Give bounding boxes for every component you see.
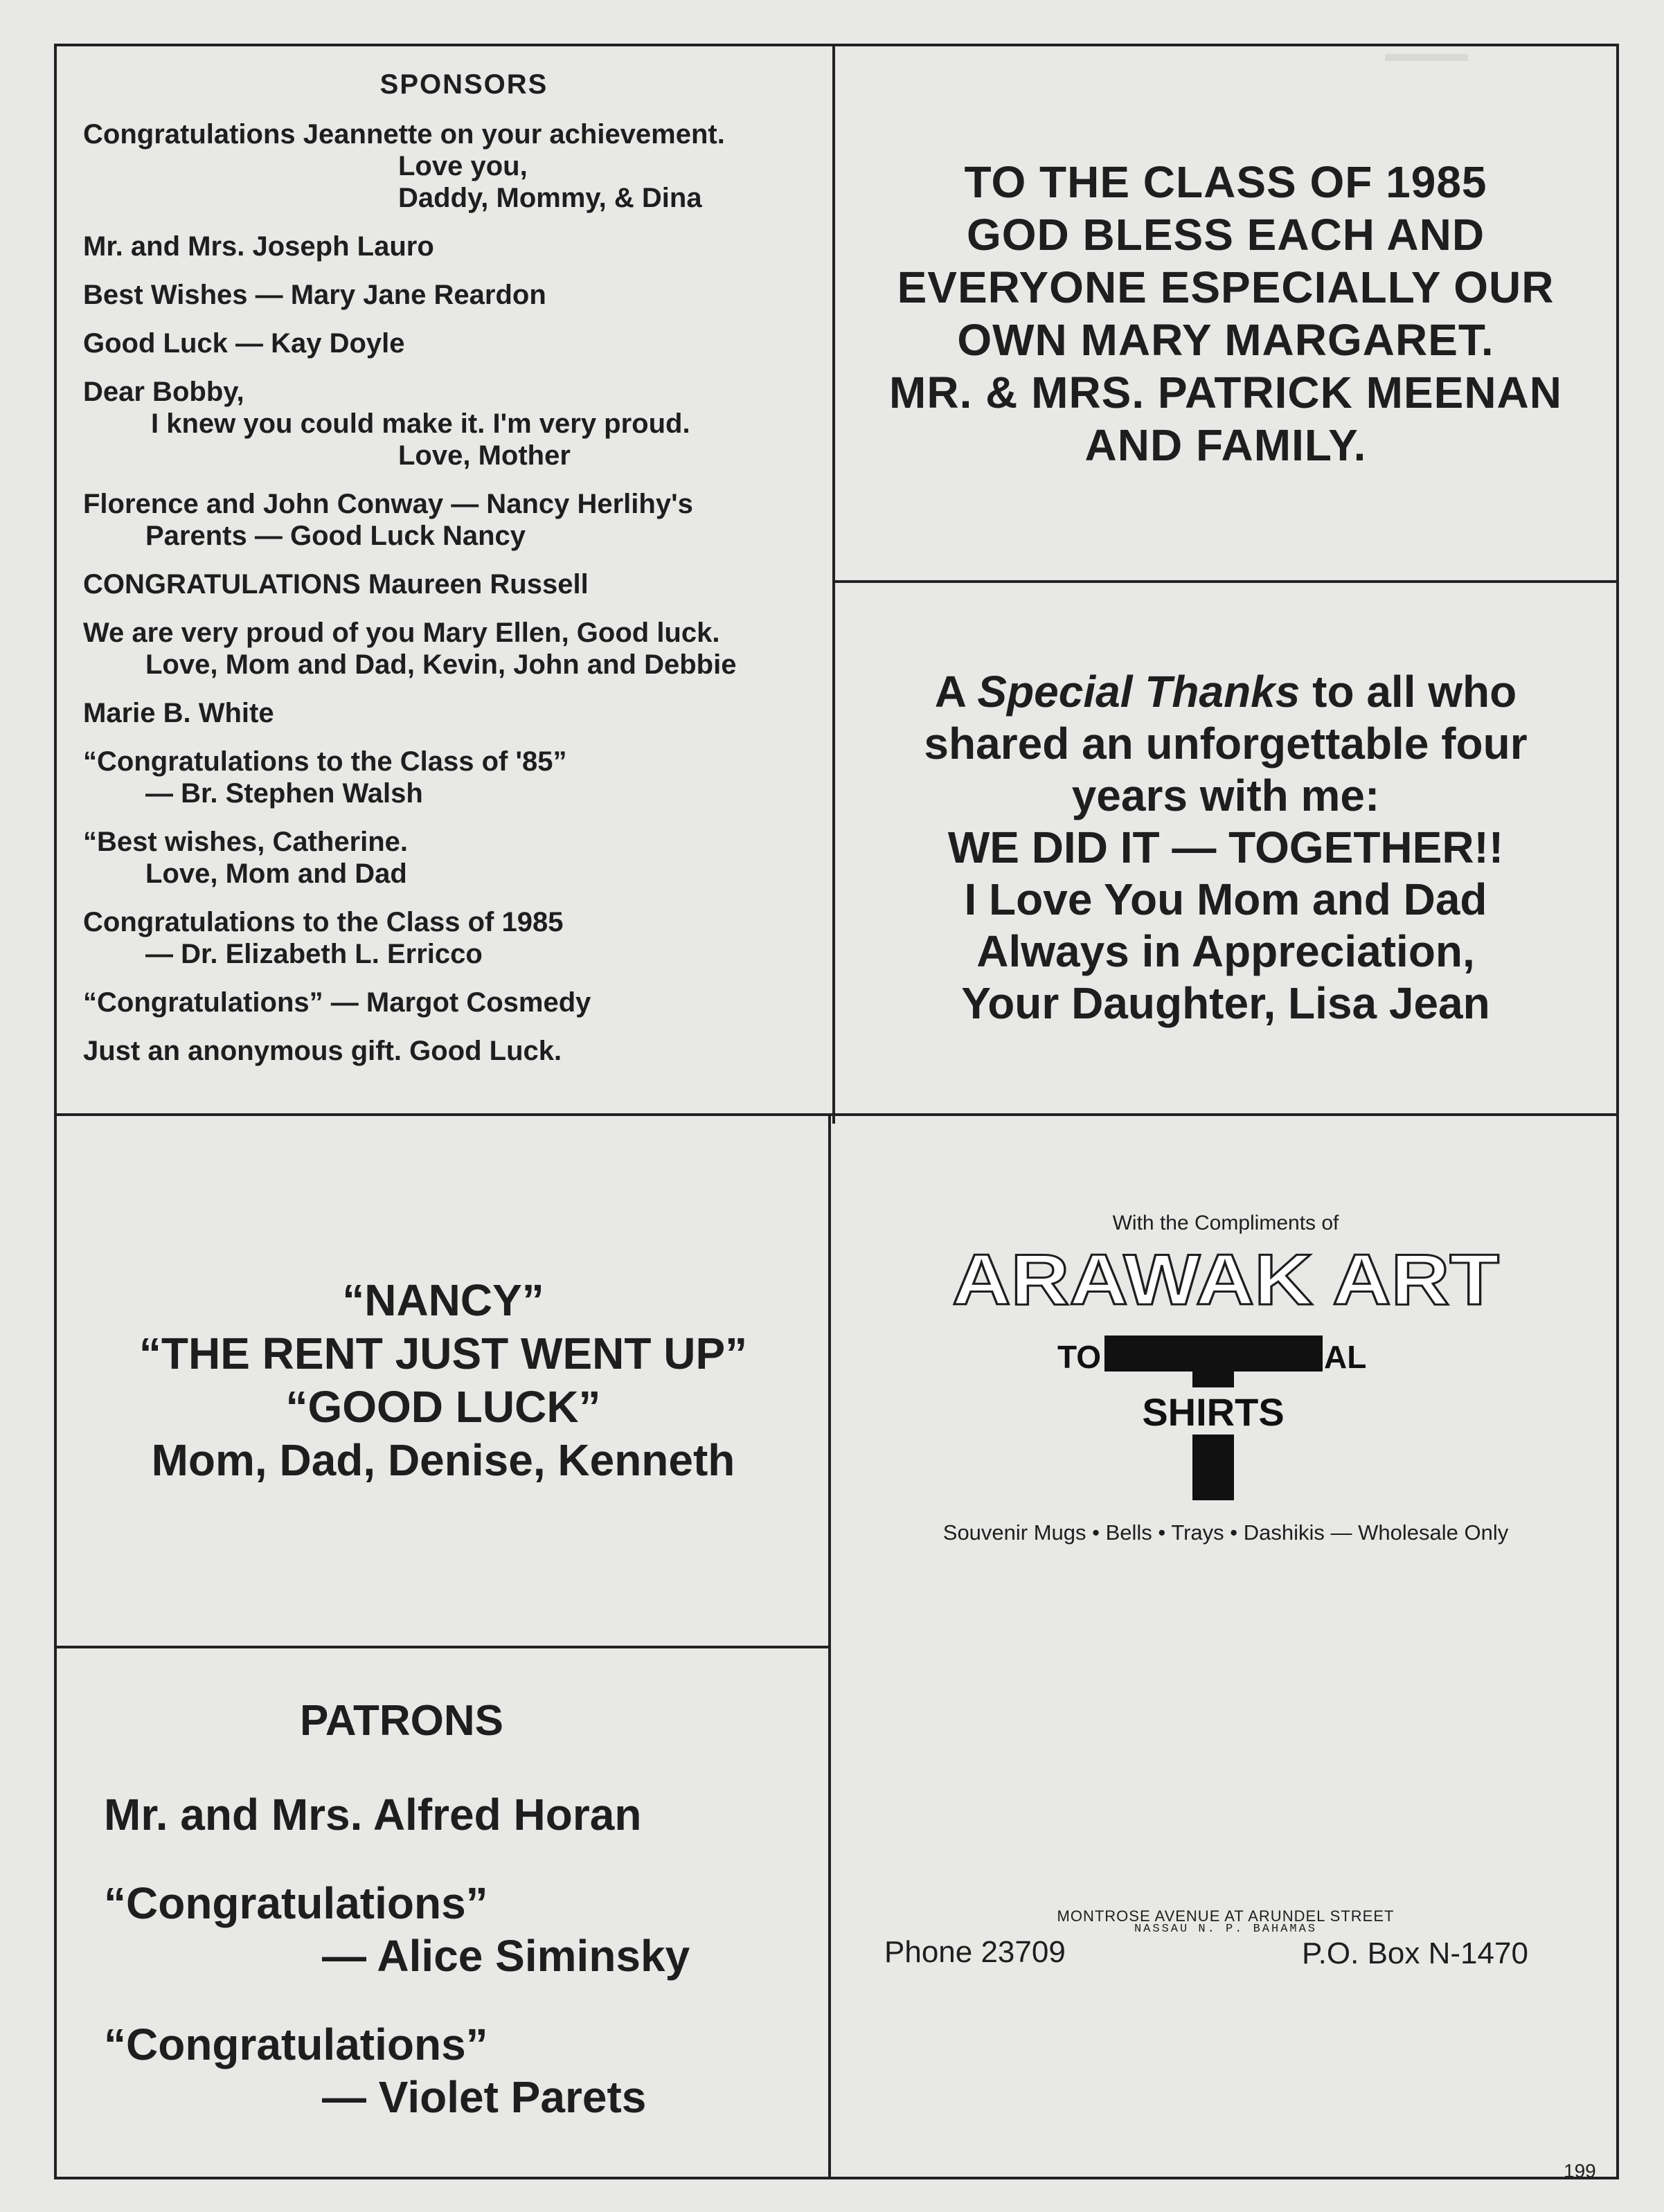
sponsor-line: “Best wishes, Catherine. [83,827,409,857]
sponsor-entry [83,376,817,471]
meenan-message [845,156,1607,471]
sponsor-entry: Best Wishes — Mary Jane Reardon [83,280,546,310]
patron-entry: “Congratulations” [104,1878,488,1928]
meenan-line: AND FAMILY. [1084,420,1367,470]
sponsor-entry: “Congratulations” — Margot Cosmedy [83,987,591,1018]
to-text: TO [1057,1339,1101,1375]
sponsor-entry [83,118,817,214]
sponsor-line: Congratulations Jeannette on your achievement. [83,119,725,150]
sponsor-line: Daddy, Mommy, & Dina [398,183,702,213]
lisa-text: A [934,667,978,717]
meenan-line: GOD BLESS EACH AND [966,210,1485,260]
shirts-text: SHIRTS [1142,1390,1285,1434]
compliments-text: With the Compliments of [1112,1212,1339,1234]
lisa-line: WE DID IT — TOGETHER!! [947,822,1504,872]
sponsor-entry [83,906,817,970]
sponsor-entry: Marie B. White [83,698,274,728]
arawak-art-ad [841,1212,1610,1545]
lisa-text: to all who [1300,667,1517,717]
sponsor-line: I knew you could make it. I'm very proud. [151,408,690,439]
nancy-line: “THE RENT JUST WENT UP” [138,1329,748,1378]
divider-meenan-lisa [832,580,1619,583]
divider-row-2 [54,1113,1619,1116]
sponsor-line: “Congratulations to the Class of '85” [83,746,567,777]
lisa-line: Your Daughter, Lisa Jean [961,978,1490,1028]
meenan-line: TO THE CLASS OF 1985 [964,157,1487,207]
sponsor-line: — Br. Stephen Walsh [145,778,423,809]
sponsor-entry: Just an anonymous gift. Good Luck. [83,1036,562,1066]
nancy-line: “NANCY” [342,1275,544,1325]
al-text: AL [1324,1339,1367,1375]
sponsor-entry [83,488,817,552]
page-number: 199 [1564,2160,1596,2182]
patrons-section [104,1696,810,2123]
arawak-name: ARAWAK ART [952,1242,1499,1320]
lisa-line: years with me: [1071,771,1380,820]
sponsor-entry [83,826,817,890]
products-line: Souvenir Mugs • Bells • Trays • Dashikis — Wholesale Only [942,1520,1509,1545]
sponsor-entry: CONGRATULATIONS Maureen Russell [83,569,589,600]
lisa-line: I Love You Mom and Dad [964,874,1487,924]
meenan-line: OWN MARY MARGARET. [957,315,1494,365]
sponsor-line: Love, Mother [398,440,571,471]
sponsor-line: Love, Mom and Dad [145,858,407,889]
special-thanks-text: Special Thanks [977,667,1300,717]
sponsor-line: Parents — Good Luck Nancy [145,521,526,551]
patron-entry: — Violet Parets [322,2072,647,2122]
phone-number: Phone 23709 [884,1935,1066,1969]
sponsor-entry: Mr. and Mrs. Joseph Lauro [83,231,434,262]
arawak-logo [942,1242,1510,1505]
sponsor-entry [83,617,817,681]
center-divider-upper [832,44,835,1124]
sponsor-line: — Dr. Elizabeth L. Erricco [145,939,483,969]
sponsor-line: Congratulations to the Class of 1985 [83,907,564,937]
patron-entry: “Congratulations” [104,2020,488,2069]
sponsor-line: Florence and John Conway — Nancy Herlihy's [83,489,693,519]
street-address: MONTROSE AVENUE AT ARUNDEL STREET [1057,1907,1395,1925]
nancy-line: Mom, Dad, Denise, Kenneth [151,1435,735,1485]
meenan-line: EVERYONE ESPECIALLY OUR [897,262,1555,312]
nancy-message [62,1274,824,1487]
sponsors-section [83,69,817,1083]
meenan-line: MR. & MRS. PATRICK MEENAN [889,368,1562,417]
divider-nancy-patrons [54,1646,831,1648]
lisa-line: shared an unforgettable four [924,719,1528,768]
patron-entry: — Alice Siminsky [322,1931,690,1981]
lisa-line: Always in Appreciation, [976,926,1475,976]
lisa-jean-message [845,666,1607,1029]
sponsor-line: We are very proud of you Mary Ellen, Good luck. [83,618,720,648]
address-block [841,1907,1610,1936]
city-address: NASSAU N. P. BAHAMAS [1134,1923,1318,1936]
paper-smudge [1385,54,1468,61]
patrons-title: PATRONS [300,1697,503,1745]
sponsors-title: SPONSORS [379,69,548,100]
nancy-line: “GOOD LUCK” [285,1382,601,1432]
po-box: P.O. Box N-1470 [1302,1936,1528,1970]
sponsor-line: Love, Mom and Dad, Kevin, John and Debbie [145,649,737,680]
lisa-line [845,666,1607,718]
sponsor-entry [83,746,817,809]
patron-entry: Mr. and Mrs. Alfred Horan [104,1790,642,1840]
sponsor-line: Dear Bobby, [83,377,244,407]
sponsor-line: Love you, [398,151,528,181]
sponsor-entry: Good Luck — Kay Doyle [83,328,405,359]
